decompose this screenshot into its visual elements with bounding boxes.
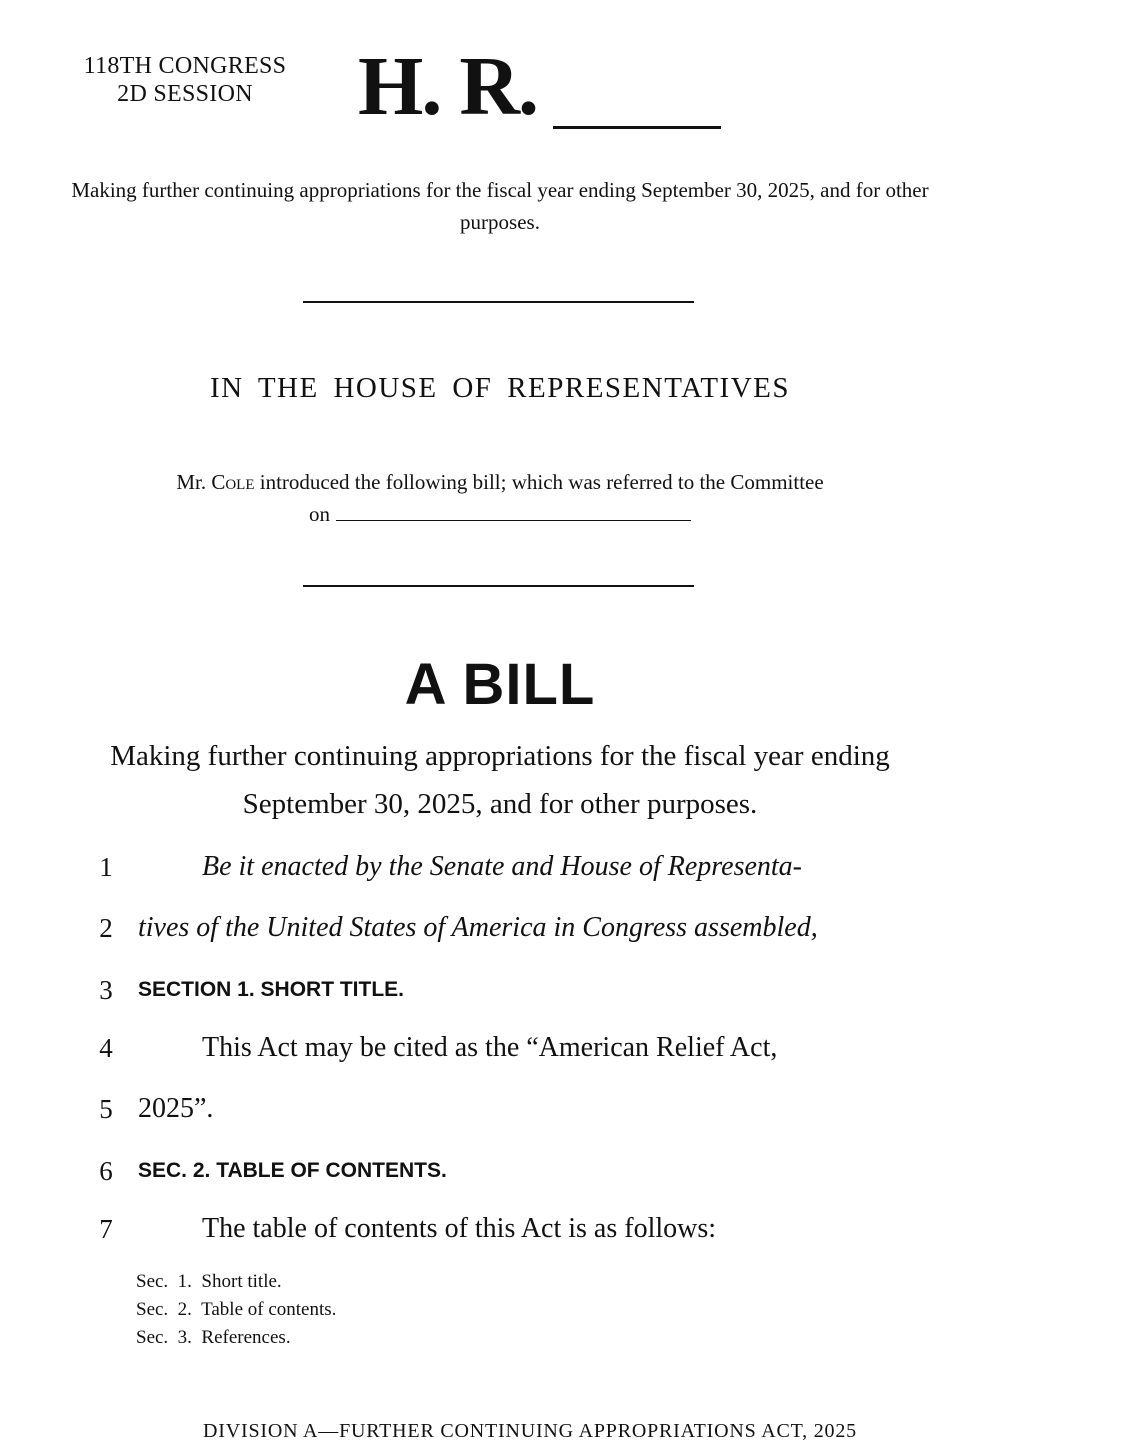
divider-rule (303, 301, 694, 303)
line-number: 6 (99, 1156, 113, 1186)
chamber-heading: IN THE HOUSE OF REPRESENTATIVES (210, 372, 790, 404)
short-title-line-2: 2025”. (138, 1093, 214, 1124)
bill-number-blank (553, 126, 721, 129)
enacting-clause-line-1: Be it enacted by the Senate and House of Representa- (202, 851, 802, 882)
introduction-statement (60, 466, 940, 530)
section-heading: SEC. 2. TABLE OF CONTENTS. (138, 1159, 447, 1182)
toc-intro-line: The table of contents of this Act is as follows: (202, 1213, 717, 1244)
divider-rule (303, 585, 694, 587)
line-number: 3 (99, 975, 113, 1005)
line-number: 7 (99, 1214, 113, 1244)
bill-description: Making further continuing appropriations for the fiscal year ending September 30, 2025, and for other purposes. (110, 740, 890, 820)
intro-text: introduced the following bill; which was referred to the Committee (254, 470, 824, 494)
bill-number-label: H. R. (358, 40, 537, 133)
line-number: 4 (99, 1033, 113, 1063)
intro-prefix: Mr. (176, 470, 212, 494)
section-heading: SECTION 1. SHORT TITLE. (138, 978, 405, 1001)
line-number: 2 (99, 913, 113, 943)
line-number: 1 (99, 852, 113, 882)
congress-label: 118TH CONGRESS (83, 53, 287, 79)
table-of-contents (136, 1268, 336, 1352)
short-description: Making further continuing appropriations for the fiscal year ending September 30, 2025, and for other purposes. (71, 178, 929, 234)
toc-entry: Sec. 2. Table of contents. (136, 1299, 337, 1320)
division-heading: DIVISION A—FURTHER CONTINUING APPROPRIATIONS ACT, 2025 (203, 1420, 857, 1442)
line-number: 5 (99, 1094, 113, 1124)
toc-entry: Sec. 3. References. (136, 1327, 291, 1348)
committee-on-label: on (309, 502, 330, 526)
bill-title: A BILL (404, 652, 596, 717)
short-title-line-1: This Act may be cited as the “American Relief Act, (202, 1032, 778, 1063)
toc-entry: Sec. 1. Short title. (136, 1271, 282, 1292)
committee-blank (336, 502, 691, 521)
congress-session-block (40, 52, 330, 108)
sponsor-name: Cole (211, 470, 255, 494)
enacting-clause-line-2: tives of the United States of America in Congress assembled, (138, 912, 818, 943)
session-label: 2D SESSION (117, 81, 253, 107)
